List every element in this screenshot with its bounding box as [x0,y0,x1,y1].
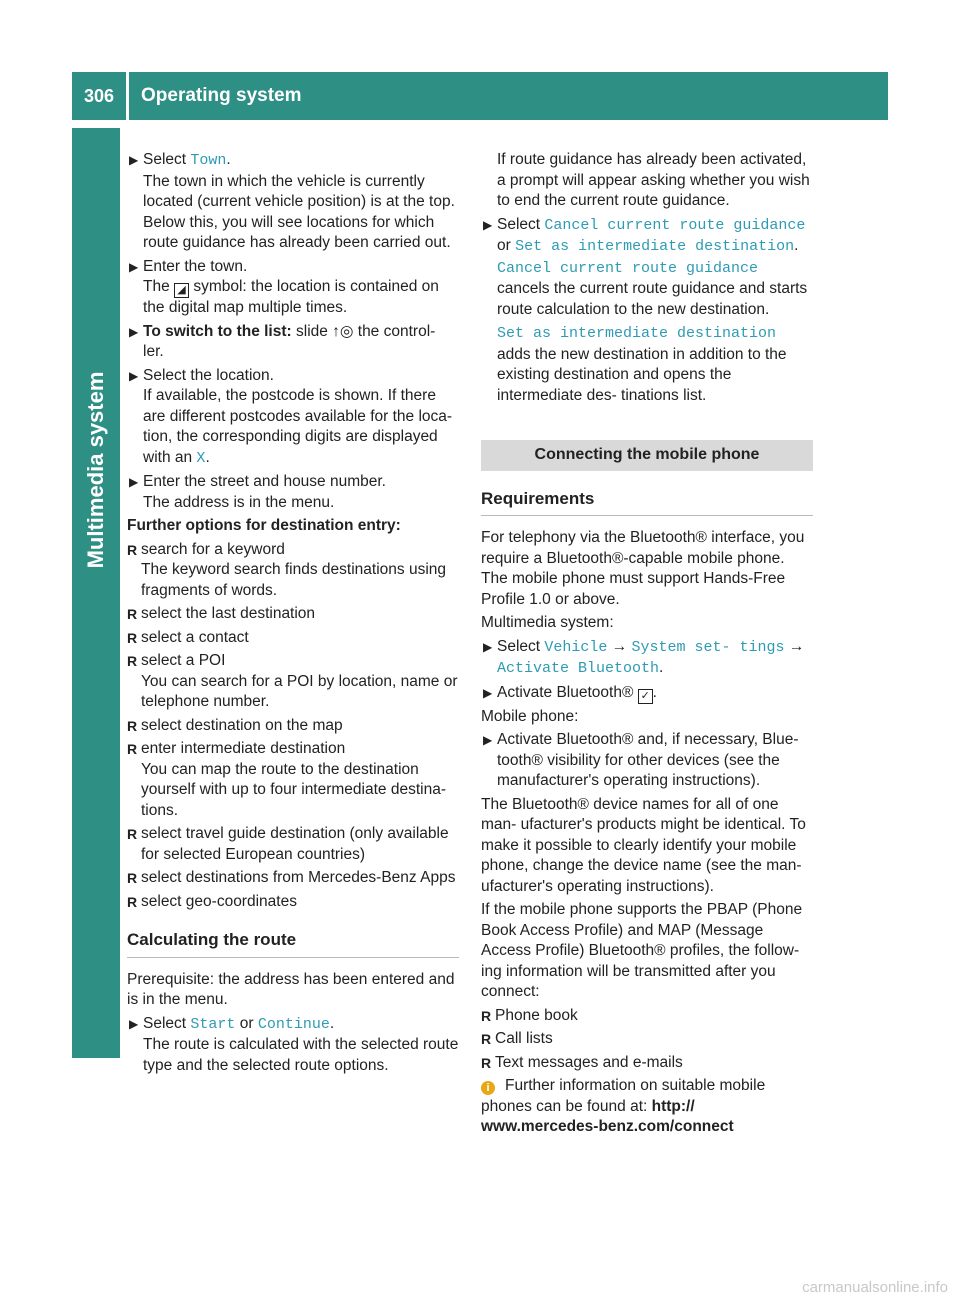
device-names-text: The Bluetooth® device names for all of one man- ufacturer's products might be identical. To make it possible to clearly identify your mobile phone, change the device name (see the man- ufacturer's operating instructions). [481,795,806,895]
list-item: R search for a keyword The keyword search finds destinations using fragments of words. [127,540,446,599]
multimedia-label: Multimedia system: [481,614,614,631]
transmitted-list [481,1006,813,1074]
step-arrow-icon: ▶ [129,259,139,274]
info-note: i Further information on suitable mobile phones can be found at: http:// www.mercedes-benz.com/connect [481,1077,766,1135]
step-activate-bluetooth-menu: ▶ Select Vehicle → System set- tings → Activate Bluetooth. [483,637,805,677]
step-activate-bluetooth: ▶ Activate Bluetooth® ✓ . [483,683,657,702]
mobile-phone-label: Mobile phone: [481,707,579,725]
requirements-text: For telephony via the Bluetooth® interface, you require a Bluetooth®-capable mobile phone. The mobile phone must support Hands-Free Profile 1.0 or above. [481,529,805,608]
list-item: R select a contact [127,628,249,646]
step-arrow-icon: ▶ [129,1016,139,1031]
town-menu-item: Town [190,152,227,169]
step-select-start: ▶ Select Start or Continue. The route is calculated with the selected route type and the selected route options. [129,1014,459,1074]
right-column [481,150,813,1141]
step-enter-town: ▶ Enter the town. The ◢ symbol: the location is contained on the digital map multiple times. [129,257,439,316]
left-column [127,150,459,1079]
step-select-town: ▶ Select Town. The town in which the vehicle is currently located (current vehicle position) is at the top. Below this, you will see locations for which route guidance has already been carried out. [129,151,455,251]
step-arrow-icon: ▶ [483,217,493,232]
step-enter-street: ▶ Enter the street and house number. The address is in the menu. [129,473,386,511]
step-select-location: ▶ Select the location. If available, the postcode is shown. If there are different postcodes available for the loca- tion, the corresponding digits are displayed with an X. [129,366,453,467]
list-item: R select destination on the map [127,716,343,734]
step-arrow-icon: ▶ [129,368,139,383]
list-item: R select geo-coordinates [127,892,297,910]
list-item: R select the last destination [127,605,316,622]
calc-prerequisite: Prerequisite: the address has been entered and is in the menu. [127,970,455,1008]
step-arrow-icon: ▶ [129,475,139,489]
page-title: Operating system [141,85,302,106]
requirements-heading: Requirements [481,489,813,517]
header-divider [126,72,129,120]
options-list [127,540,459,913]
map-symbol-icon: ◢ [174,283,189,298]
section-heading: Connecting the mobile phone [481,440,813,471]
step-switch-list: ▶ To switch to the list: slide ↑◎ the control- ler. [129,322,436,360]
step-arrow-icon: ▶ [129,153,139,167]
pbap-text: If the mobile phone supports the PBAP (Phone Book Access Profile) and MAP (Message Access Profile) Bluetooth® profiles, the follow- ing information will be transmitted after you connect: [481,901,803,1000]
list-item: R Phone book [481,1006,578,1024]
calculating-route-heading: Calculating the route [127,930,459,958]
info-link[interactable]: http:// www.mercedes-benz.com/connect [481,1097,734,1135]
side-tab [72,128,120,1058]
further-options-heading: Further options for destination entry: [127,517,401,534]
list-item: R select travel guide destination (only available for selected European countries) [127,825,449,863]
list-item: R select destinations from Mercedes-Benz Apps [127,869,456,886]
page-number: 306 [83,86,115,106]
step-description: The town in which the vehicle is currently located (current vehicle position) is at the top. Below this, you will see locations for which route guidance has already been carried out. [143,172,455,251]
list-item: R select a POI You can search for a POI by location, name or telephone number. [127,652,458,710]
side-tab-label: Multimedia system [82,371,108,569]
step-arrow-icon: ▶ [483,685,493,700]
info-icon: i [481,1081,495,1095]
watermark: carmanualsonline.info [802,1278,948,1296]
route-guidance-intro: If route guidance has already been activated, a prompt will appear asking whether you wish to end the current route guidance. [497,151,810,209]
step-mobile-bluetooth: ▶ Activate Bluetooth® and, if necessary, Blue- tooth® visibility for other devices (see the manufacturer's operating instructions). [483,731,799,789]
step-select-cancel: ▶ Select Cancel current route guidance or Set as intermediate destination. Cancel current route guidance cancels the current route guidance and starts route calculation to the new destination. Set as intermediate destination adds the new destination in addition to the existing destination and opens the intermediate des- tinations list. [483,215,808,404]
list-item: R Call lists [481,1030,553,1047]
step-arrow-icon: ▶ [129,324,139,339]
checkbox-icon: ✓ [638,689,653,704]
step-arrow-icon: ▶ [483,639,493,654]
list-item: R Text messages and e-mails [481,1053,683,1071]
list-item: R enter intermediate destination You can map the route to the destination yourself with up to four intermediate destina- tions. [127,740,446,819]
step-arrow-icon: ▶ [483,733,493,747]
